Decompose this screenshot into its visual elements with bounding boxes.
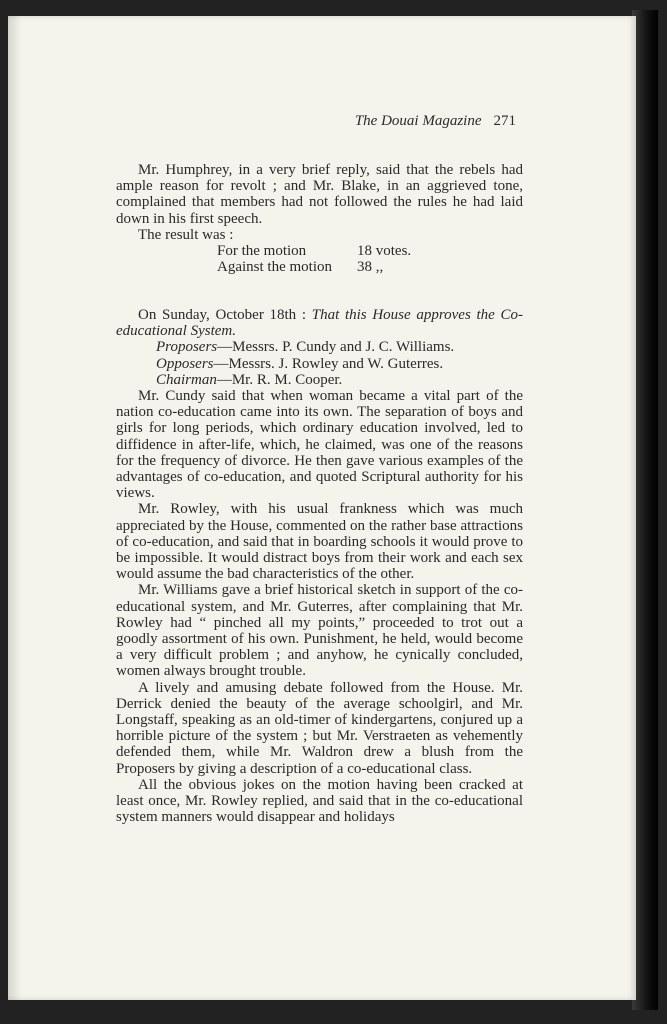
opposers-label: Opposers: [156, 355, 214, 372]
debate-intro: [116, 307, 523, 339]
motion-title: That this House approves the Co-educational System.: [116, 307, 523, 340]
magazine-title: The Douai Magazine: [354, 113, 482, 129]
proposers-label: Proposers: [156, 339, 218, 356]
result-heading: The result was :: [138, 226, 234, 243]
chairman-label: Chairman: [156, 371, 217, 388]
against-value: 38 ,,: [357, 259, 384, 276]
for-value: 18 votes.: [357, 243, 412, 259]
vote-tally: [217, 243, 411, 275]
paragraph-house-debate: A lively and amusing debate followed from the House. Mr. Derrick denied the beauty of the average schoolgirl, and Mr. Longstaff, speaking as an old-timer of kindergartens, conjured up a horrible picture of the system ; but Mr. Verstraeten as vehemently defended them, while Mr. Waldron drew a blush from the Proposers by giving a description of a co-educational class.: [116, 679, 523, 777]
debate-block: [116, 307, 523, 826]
proposers-names: —Messrs. P. Cundy and J. C. Williams.: [217, 339, 455, 356]
paragraph-reply: All the obvious jokes on the motion having been cracked at least once, Mr. Rowley replied, and said that in the co-educational system manners would disappear and holidays: [116, 776, 523, 826]
for-label: For the motion: [217, 243, 307, 259]
against-label: Against the motion: [217, 259, 332, 276]
chairman-name: —Mr. R. M. Cooper.: [216, 371, 343, 388]
intro-block: [116, 162, 523, 243]
paragraph-rowley: Mr. Rowley, with his usual frankness which was much appreciated by the House, commented on the rather base attractions of co-education, and said that in boarding schools it would prove to be impossible. It would distract boys from their work and each sex would assume the bad characteristics of the other.: [116, 501, 523, 583]
paragraph-cundy: Mr. Cundy said that when woman became a vital part of the nation co-education came into its own. The separation of boys and girls for long periods, which ordinary education involved, led to diffidence in after-life, which, he claimed, was one of the reasons for the frequency of divorce. He then gave various examples of the advantages of co-education, and quoted Scriptural authority for his views.: [116, 388, 523, 502]
chairman-line: [116, 372, 523, 388]
opposers-names: —Messrs. J. Rowley and W. Guterres.: [213, 355, 444, 372]
page-number: 271: [493, 113, 516, 129]
intro-paragraph: Mr. Humphrey, in a very brief reply, said that the rebels had ample reason for revolt ; and Mr. Blake, in an aggrieved tone, complained that members had not followed the rules he had laid down in his first speech.: [116, 162, 523, 227]
opposers-line: [116, 356, 523, 372]
tally-row-for: [217, 243, 411, 259]
running-head: [116, 113, 516, 129]
gutter-shadow: [8, 16, 22, 1000]
debate-date: On Sunday, October 18th :: [138, 307, 307, 323]
tally-row-against: [217, 259, 411, 275]
paragraph-williams: Mr. Williams gave a brief historical sketch in support of the co-educational system, and Mr. Guterres, after complaining that Mr. Rowley had “ pinched all my points,” proceeded to trot out a goodly assortment of his own. Punishment, he held, would become a very difficult problem ; and anyhow, he cynically concluded, women always brought trouble.: [116, 582, 523, 680]
proposers-line: [116, 339, 523, 355]
